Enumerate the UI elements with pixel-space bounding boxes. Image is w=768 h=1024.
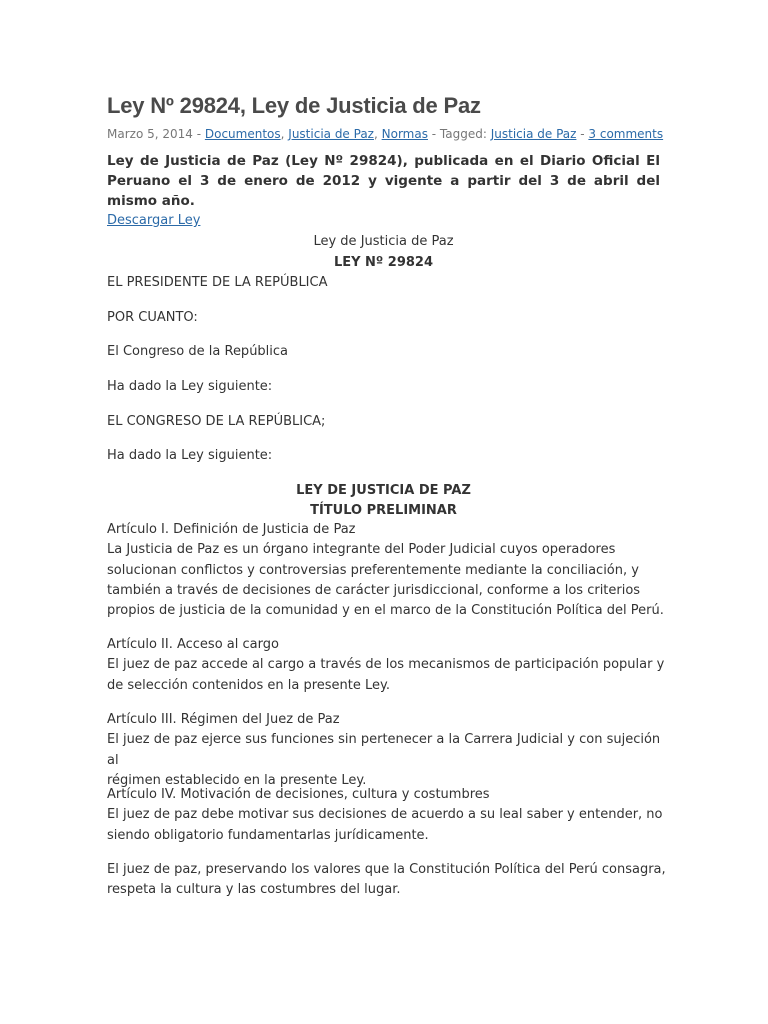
ha-dado-line-1: Ha dado la Ley siguiente:: [107, 379, 273, 394]
article-text-line: La Justicia de Paz es un órgano integrante del Poder Judicial cuyos operadores: [107, 542, 616, 558]
article-text-line: El juez de paz debe motivar sus decisiones de acuerdo a su leal saber y entender, no: [107, 807, 663, 823]
article-text-line: régimen establecido en la presente Ley.: [107, 772, 367, 788]
article-1: [107, 520, 667, 621]
article-4: [107, 785, 667, 846]
article-text-line: de selección contenidos en la presente Ley.: [107, 677, 391, 693]
congreso-line: El Congreso de la República: [107, 344, 289, 359]
ha-dado-line-2: Ha dado la Ley siguiente:: [107, 448, 273, 463]
category-link-documentos[interactable]: Documentos: [204, 127, 281, 141]
por-cuanto-line: POR CUANTO:: [107, 310, 198, 325]
article-heading: Artículo III. Régimen del Juez de Paz: [107, 712, 340, 727]
titulo-preliminar: TÍTULO PRELIMINAR: [310, 503, 457, 518]
article-2: [107, 635, 667, 696]
article-text-line: solucionan conflictos y controversias preferentemente mediante la conciliación, y: [107, 562, 639, 578]
post-meta: Marzo 5, 2014 - Documentos, Justicia de Paz, Normas - Tagged: Justicia de Paz - 3 comments: [107, 127, 664, 141]
tag-link-justicia-de-paz[interactable]: Justicia de Paz: [490, 127, 577, 141]
law-number: LEY Nº 29824: [333, 255, 434, 270]
post-date: Marzo 5, 2014: [107, 127, 193, 141]
article-text-line: El juez de paz, preservando los valores que la Constitución Política del Perú consagra,: [107, 862, 666, 877]
article-text-line: El juez de paz ejerce sus funciones sin pertenecer a la Carrera Judicial y con sujeción al: [107, 732, 661, 768]
article-text-line: respeta la cultura y las costumbres del lugar.: [107, 882, 401, 898]
category-link-normas[interactable]: Normas: [381, 127, 428, 141]
article-heading: Artículo II. Acceso al cargo: [107, 637, 279, 652]
article-text-line: El juez de paz accede al cargo a través de los mecanismos de participación popular y: [107, 657, 665, 673]
comments-link[interactable]: 3 comments: [588, 127, 664, 141]
closing-paragraph: [107, 860, 667, 901]
article-heading: Artículo IV. Motivación de decisiones, cultura y costumbres: [107, 787, 490, 802]
president-line: EL PRESIDENTE DE LA REPÚBLICA: [107, 275, 328, 290]
lead-paragraph: Ley de Justicia de Paz (Ley Nº 29824), publicada en el Diario Oficial El Peruano el 3 de enero de 2012 y vigente a partir del 3 de abril del mismo año.: [107, 153, 660, 209]
article-text-line: propios de justicia de la comunidad y en el marco de la Constitución Política del Perú.: [107, 603, 664, 619]
category-link-justicia-de-paz[interactable]: Justicia de Paz: [288, 127, 374, 141]
article-text-line: siendo obligatorio fundamentarlas jurídicamente.: [107, 827, 429, 843]
download-law-link[interactable]: Descargar Ley: [107, 213, 201, 228]
congreso-caps-line: EL CONGRESO DE LA REPÚBLICA;: [107, 414, 326, 429]
page-title: Ley Nº 29824, Ley de Justicia de Paz: [107, 93, 481, 118]
law-heading: Ley de Justicia de Paz: [313, 234, 454, 249]
article-text-line: también a través de decisiones de carácter jurisdiccional, conforme a los criterios: [107, 582, 641, 598]
article-3: [107, 710, 667, 791]
law-title-caps: LEY DE JUSTICIA DE PAZ: [296, 483, 471, 498]
article-heading: Artículo I. Definición de Justicia de Paz: [107, 522, 356, 537]
